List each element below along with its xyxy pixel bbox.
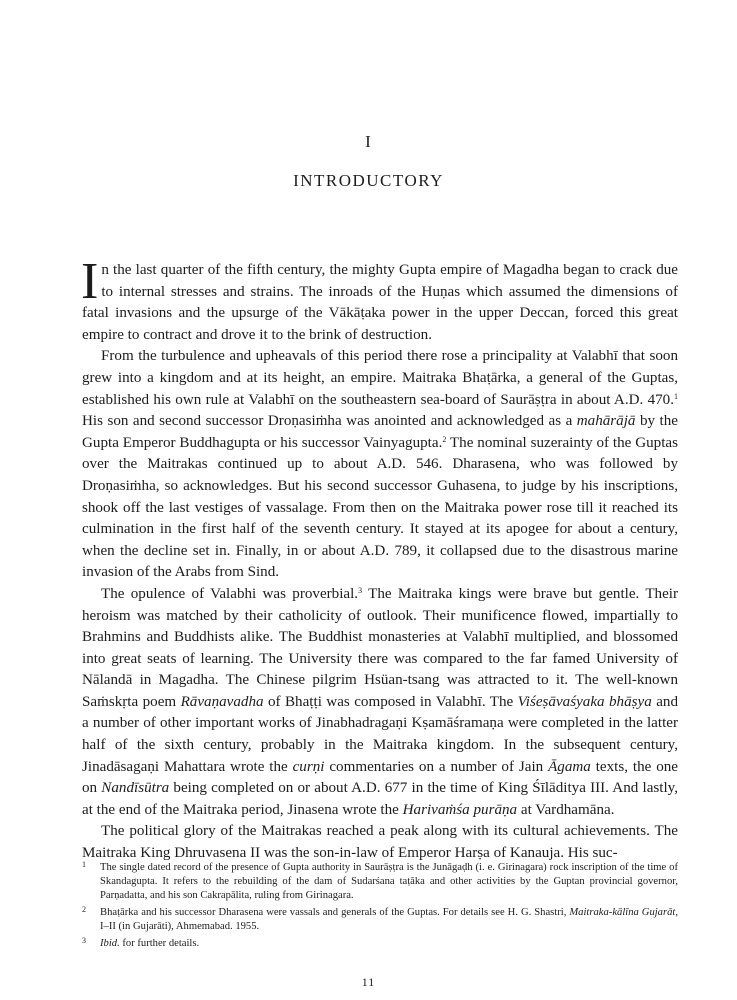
p2-b: His son and second successor Droṇasiṁha was anointed and acknowledged as a <box>82 413 577 430</box>
paragraph-1 <box>81 253 678 346</box>
footnote-ref-2[interactable]: 2 <box>442 434 447 444</box>
footnote-3-italic: Ibid. <box>100 938 120 950</box>
paragraph-4-text: The political glory of the Maitrakas reached a peak along with its cultural achievements. The Maitraka King Dhruvasena II was the son-in-law of Emperor Harṣa of Kanauja. His suc- <box>82 823 678 862</box>
paragraph-1-text: n the last quarter of the fifth century, the mighty Gupta empire of Magadha began to crack due to internal stresses and strains. The inroads of the Huṇas which assumed the dimensions of fatal invasions and the upsurge of the Vākāṭaka power in the upper Deccan, forced this great empire to contract and drove it to the brink of destruction. <box>82 262 678 343</box>
chapter-title: INTRODUCTORY <box>293 171 444 190</box>
page-number: 11 <box>361 975 376 989</box>
p3-d: and a number of other important works of Jinabhadragaṇi Kṣamāśramaṇa were completed in the latter half of the sixth century, probably in the Maitraka kingdom. In the subsequent century, Jinadāsagaṇi Mahattara wrote the <box>82 693 678 775</box>
p3-c: of Bhaṭṭi was composed in Valabhī. The <box>263 693 518 710</box>
p3-h: at Vardhamāna. <box>517 801 615 818</box>
footnote-1-text: The single dated record of the presence of Gupta authority in Saurāṣṭra is the Junāgaḍh (i. e. Girinagara) rock inscription of the time of Skandagupta. It refers to the rebuilding of the dam of Sudarśana taṭāka and other activities by the Guptan provincial governor, Parṇadatta, and his son Cakrapālita, ruling from Girinagara. <box>100 862 678 902</box>
p3-italic-agama: Āgama <box>548 758 591 775</box>
p3-b: The Maitraka kings were brave but gentle. Their heroism was matched by their catholicity of outlook. Their munificence flowed, impartially to Brahmins and Buddhists alike. The Buddhist monasteries at Valabhī multiplied, and blossomed into great seats of learning. The University there was compared to the far famed University of Nālandā in Magadha. The Chinese pilgrim Hsüan-tsang was attracted to it. The well-known Saṁskṛta poem <box>82 585 679 710</box>
footnote-2 <box>82 903 678 934</box>
footnote-1 <box>82 858 678 903</box>
drop-cap: I <box>81 253 99 310</box>
footnote-ref-1[interactable]: 1 <box>674 391 678 401</box>
footnote-2-italic: Maitraka-kālīna Gujarāt, <box>569 907 678 919</box>
p3-italic-visesavasyaka: Viśeṣāvaśyaka bhāṣya <box>517 693 652 710</box>
footnote-3 <box>82 934 678 951</box>
footnote-2-text-b: I–II (in Gujarāti), Ahmemabad. 1955. <box>100 921 260 933</box>
footnote-mark-3: 3 <box>82 936 86 946</box>
footnote-2-text-a: Bhaṭārka and his successor Dharasena were vassals and generals of the Guptas. For details see H. G. Shastri, <box>100 907 570 919</box>
paragraph-3 <box>82 584 678 822</box>
p3-a: The opulence of Valabhi was proverbial. <box>101 585 359 602</box>
p3-g: being completed on or about A.D. 677 in the time of King Śīlāditya III. And lastly, at the end of the Maitraka period, Jinasena wrote the <box>82 780 678 818</box>
p3-italic-ravanavadha: Rāvaṇavadha <box>180 693 264 710</box>
footnote-3-text: for further details. <box>119 938 200 950</box>
p2-c: by the Gupta Emperor Buddhagupta or his successor Vainyagupta. <box>82 413 678 451</box>
p3-e: commentaries on a number of Jain <box>324 758 549 775</box>
p3-italic-harivamsa: Harivaṁśa purāṇa <box>402 801 518 818</box>
chapter-number: I <box>365 132 372 151</box>
p3-italic-nandisutra: Nandīsūtra <box>101 780 170 797</box>
paragraph-2 <box>82 346 678 584</box>
p2-italic-maharaja: mahārājā <box>576 413 636 430</box>
p2-a: From the turbulence and upheavals of this period there rose a principality at Valabhī that soon grew into a kingdom and at its height, an empire. Maitraka Bhaṭārka, a general of the Guptas, established his own rule at Valabhī on the southeastern sea-board of Saurāṣṭra in about A.D. 470. <box>82 348 678 408</box>
p2-d: The nominal suzerainty of the Guptas over the Maitrakas continued up to about A.D. 546. Dharasena, who was followed by Droṇasiṁha, so acknowledges. But his second successor Guhasena, to judge by his inscriptions, shook off the last vestiges of vassalage. From then on the Maitraka power rose till it reached its culmination in the first half of the seventh century. It stayed at its apogee for about a century, when the decline set in. Finally, in or about A.D. 789, it collapsed due to the disastrous marine invasion of the Arabs from Sind. <box>82 434 678 581</box>
footnotes <box>82 858 678 952</box>
p3-italic-curni: curṇi <box>292 758 325 775</box>
footnote-mark-2: 2 <box>82 905 86 915</box>
footnote-mark-1: 1 <box>82 860 86 869</box>
p3-f: texts, the one on <box>82 758 678 797</box>
body-text <box>81 253 679 865</box>
footnote-ref-3[interactable]: 3 <box>358 585 363 595</box>
